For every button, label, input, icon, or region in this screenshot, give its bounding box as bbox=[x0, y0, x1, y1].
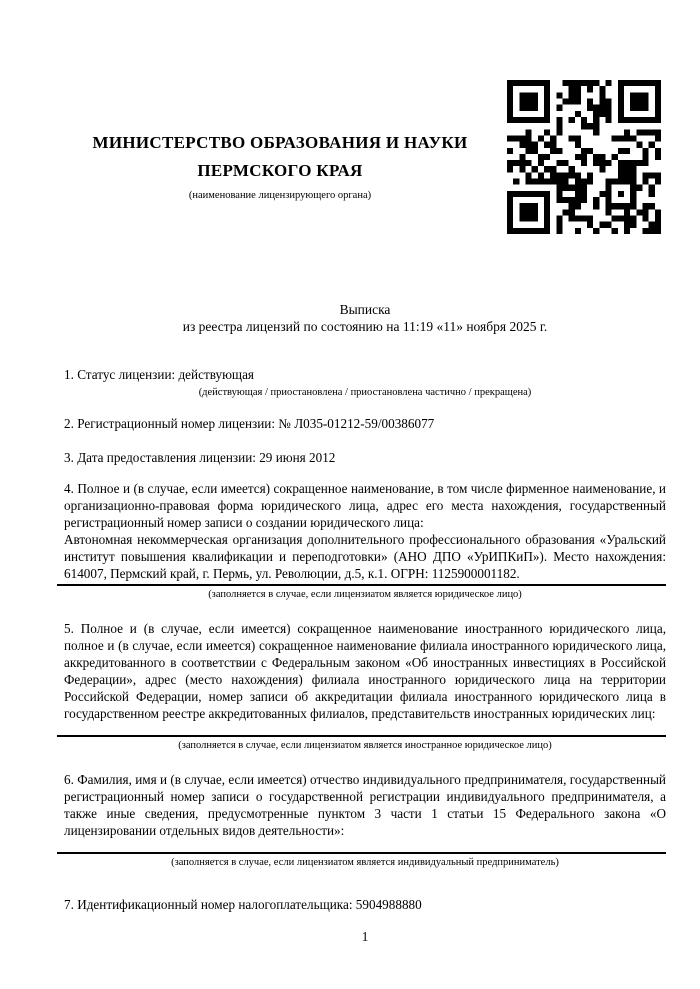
field-registration-number: 2. Регистрационный номер лицензии: № Л035-01212-59/00386077 bbox=[64, 416, 435, 431]
qr-code bbox=[507, 80, 661, 234]
page-number: 1 bbox=[361, 929, 369, 944]
licensing-authority-header bbox=[64, 131, 496, 202]
divider-line-entrepreneur bbox=[57, 852, 666, 854]
document-title-line2: из реестра лицензий по состоянию на 11:19 «11» ноября 2025 г. bbox=[182, 319, 548, 334]
document-title-line1: Выписка bbox=[339, 302, 391, 317]
legal-entity-note: (заполняется в случае, если лицензиатом является юридическое лицо) bbox=[208, 589, 522, 600]
divider-line-legal-entity bbox=[57, 584, 666, 586]
ministry-name-line2: ПЕРМСКОГО КРАЯ bbox=[197, 161, 363, 180]
field-license-grant-date: 3. Дата предоставления лицензии: 29 июня 2012 bbox=[64, 450, 336, 465]
foreign-entity-note: (заполняется в случае, если лицензиатом является иностранное юридическое лицо) bbox=[178, 740, 552, 751]
ministry-name-line1: МИНИСТЕРСТВО ОБРАЗОВАНИЯ И НАУКИ bbox=[92, 133, 468, 152]
entrepreneur-note: (заполняется в случае, если лицензиатом является индивидуальный предприниматель) bbox=[171, 857, 559, 868]
foreign-entity-empty-value bbox=[64, 722, 666, 733]
entrepreneur-empty-value bbox=[64, 839, 666, 850]
document-title bbox=[64, 301, 666, 335]
field-foreign-entity-label: 5. Полное и (в случае, если имеется) сокращенное наименование иностранного юридического лица, полное и (в случае, если имеется) сокращенное наименование филиала иностранного юридического лица, аккредитованного в соответствии с Федеральным законом «Об иностранных инвестициях в Российской Федерации», адрес (место нахождения) филиала иностранного юридического лица на территории Российской Федерации, номер записи об аккредитации филиала иностранного юридического лица в государственном реестре аккредитованных филиалов, представительств иностранных юридических лиц: bbox=[64, 621, 666, 721]
field-legal-entity-label: 4. Полное и (в случае, если имеется) сокращенное наименование, в том числе фирменное наименование, и организационно-правовая форма юридического лица, адрес его места нахождения, государственный регистрационный номер записи о создании юридического лица: bbox=[64, 481, 666, 530]
divider-line-foreign-entity bbox=[57, 735, 666, 737]
field-legal-entity-value: Автономная некоммерческая организация дополнительного профессионального образования «Уральский институт повышения квалификации и переподготовки» (АНО ДПО «УрИПКиП»). Место нахождения: 614007, Пермский край, г. Пермь, ул. Революции, д.5, к.1. ОГРН: 1125900001182. bbox=[64, 532, 666, 581]
licensing-authority-caption: (наименование лицензирующего органа) bbox=[188, 190, 372, 201]
license-status-options-note: (действующая / приостановлена / приостановлена частично / прекращена) bbox=[198, 387, 532, 398]
field-license-status: 1. Статус лицензии: действующая bbox=[64, 367, 255, 382]
field-entrepreneur-label: 6. Фамилия, имя и (в случае, если имеется) отчество индивидуального предпринимателя, государственный регистрационный номер записи о государственной регистрации индивидуального предпринимателя, а также иные сведения, предусмотренные пунктом 3 части 1 статьи 15 Федерального закона «О лицензировании отдельных видов деятельности»: bbox=[64, 772, 666, 838]
field-taxpayer-id: 7. Идентификационный номер налогоплательщика: 5904988880 bbox=[64, 897, 422, 912]
